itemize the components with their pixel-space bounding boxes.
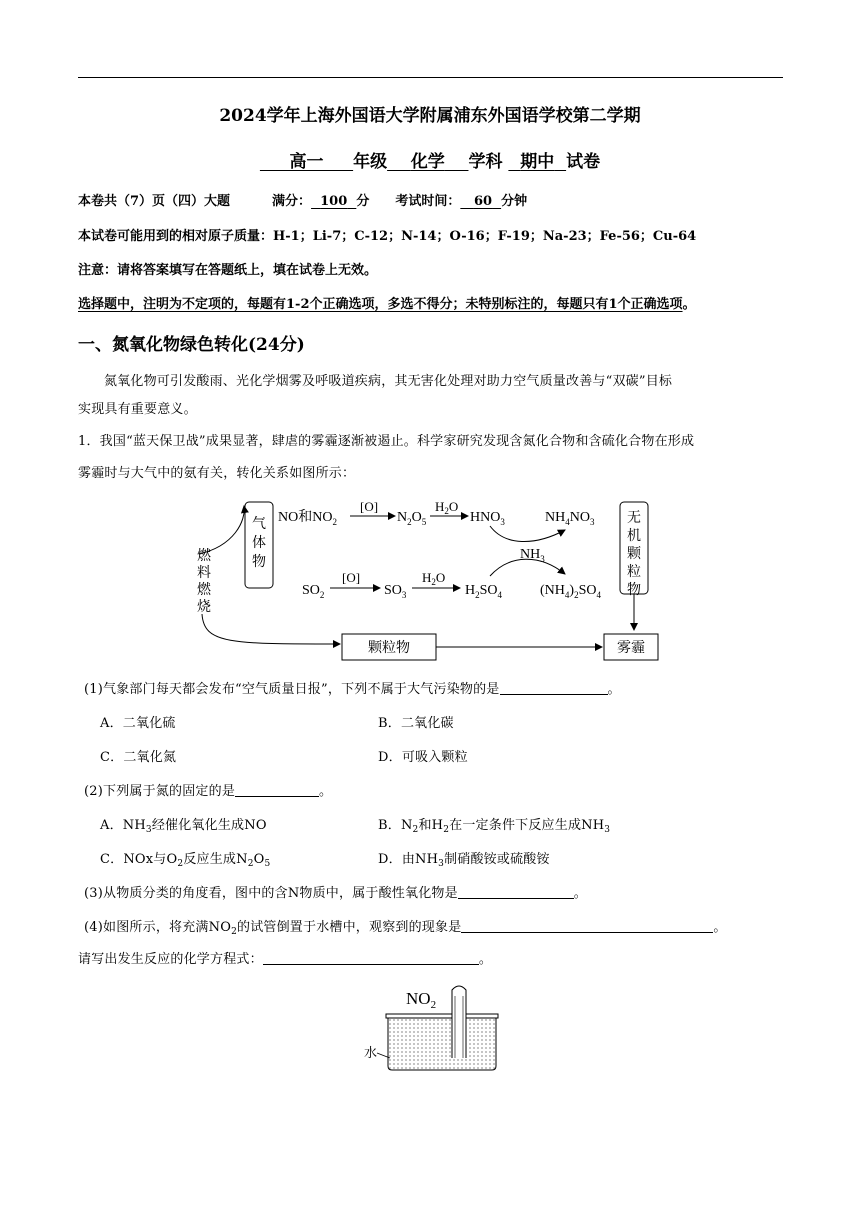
gas-label-vertical xyxy=(252,516,266,570)
nh3-label: $NH_3$ xyxy=(520,547,545,564)
fuelVert-char: 烧 xyxy=(197,600,211,615)
test-tube xyxy=(452,986,466,1058)
subject-label: 学科 xyxy=(468,152,503,172)
subject-field: 化学 xyxy=(410,152,445,172)
no2-tube-figure xyxy=(360,982,510,1072)
question-1-3: (3)从物质分类的角度看，图中的含N物质中，属于酸性氧化物是 。 xyxy=(84,886,587,901)
option-1-2-b: B．$N_2$和$H_2$在一定条件下反应生成$NH_3$ xyxy=(378,818,611,835)
question-1-4-equation: 请写出发生反应的化学方程式： 。 xyxy=(78,952,493,967)
section-1-intro-line2: 实现具有重要意义。 xyxy=(78,402,197,417)
exam-type-field: 期中 xyxy=(520,152,555,172)
nh42so4: $(NH_4)_2SO_4$ xyxy=(540,583,601,600)
gasVert-char: 气 xyxy=(252,517,266,532)
water-label: 水 xyxy=(364,1045,378,1060)
fuelVert-char: 料 xyxy=(197,566,211,581)
so3: $SO_3$ xyxy=(384,583,407,600)
time-unit: 分钟 xyxy=(501,194,528,209)
grade-field: 高一 xyxy=(289,152,324,172)
trough-rim xyxy=(386,1014,498,1018)
fuelVert-char: 燃 xyxy=(197,583,211,598)
score-value: 100 xyxy=(320,194,348,209)
question-1-1: (1)气象部门每天都会发布“空气质量日报”，下列不属于大气污染物的是 。 xyxy=(84,682,621,697)
answer-blank-1[interactable] xyxy=(500,680,608,695)
inorgVert-char: 颗 xyxy=(627,547,641,562)
top-rule xyxy=(78,77,783,78)
inorgVert-char: 粒 xyxy=(627,565,641,580)
n2o5: $N_2O_5$ xyxy=(397,510,427,527)
nh3-arrow-up xyxy=(490,526,565,542)
exam-info-line xyxy=(78,190,527,209)
oxid-label-1: [O] xyxy=(360,499,379,514)
fuel-to-particles-arrow xyxy=(202,614,340,644)
so2: $SO_2$ xyxy=(302,583,325,600)
question-1-stem-line2: 雾霾时与大气中的氨有关，转化关系如图所示： xyxy=(78,466,356,481)
section-1-title: 一、氮氧化物绿色转化(24分) xyxy=(78,335,305,355)
smog-label: 雾霾 xyxy=(617,641,645,656)
option-1-2-a: A．$NH_3$经催化氧化生成NO xyxy=(100,818,267,835)
option-1-1-a: A．二氧化硫 xyxy=(100,716,176,731)
nh4no3: $NH_4NO_3$ xyxy=(545,510,595,527)
question-1-stem-line1: 1．我国“蓝天保卫战”成果显著，肆虐的雾霾逐渐被遏止。科学家研究发现含氮化合物和含硫化合物在形成 xyxy=(78,434,695,449)
page-count: 本卷共（7）页（四）大题 xyxy=(78,194,231,209)
gasVert-char: 体 xyxy=(252,536,266,551)
particles-label: 颗粒物 xyxy=(368,641,410,656)
time-label: 考试时间： xyxy=(395,194,461,209)
exam-subtitle xyxy=(0,147,860,172)
answer-blank-5[interactable] xyxy=(263,950,479,965)
atomic-masses: 本试卷可能用到的相对原子质量：H-1；Li-7；C-12；N-14；O-16；F-19；Na-23；Fe-56；Cu-64 xyxy=(78,229,697,244)
option-1-2-c: C．NOx与$O_2$反应生成$N_2O_5$ xyxy=(100,852,271,869)
question-1-4: (4)如图所示，将充满$NO_2$的试管倒置于水槽中，观察到的现象是 。 xyxy=(84,920,727,937)
h2so4: $H_2SO_4$ xyxy=(465,583,503,600)
answer-blank-2[interactable] xyxy=(235,782,319,797)
inorgVert-char: 无 xyxy=(627,511,641,526)
grade-label: 年级 xyxy=(353,152,388,172)
score-label: 满分： xyxy=(272,194,312,209)
exam-title: 2024学年上海外国语大学附属浦东外国语学校第二学期 xyxy=(219,106,641,126)
section-1-intro-line1: 氮氧化物可引发酸雨、光化学烟雾及呼吸道疾病，其无害化处理对助力空气质量改善与“双碳”目标 xyxy=(104,374,673,389)
option-1-1-b: B．二氧化碳 xyxy=(378,716,454,731)
trough-water xyxy=(388,1018,496,1070)
oxid-label-2: [O] xyxy=(342,570,361,585)
exam-type-label: 试卷 xyxy=(566,152,601,172)
option-1-2-d: D．由$NH_3$制硝酸铵或硫酸铵 xyxy=(378,852,550,869)
choice-rule: 选择题中，注明为不定项的，每题有1-2个正确选项，多选不得分；未特别标注的，每题只有1个正确选项。 xyxy=(78,297,696,312)
time-value: 60 xyxy=(473,194,493,209)
fuel-label-vertical xyxy=(197,548,212,615)
inorganic-label-vertical xyxy=(627,510,642,598)
answer-blank-3[interactable] xyxy=(458,884,574,899)
inorgVert-char: 机 xyxy=(627,529,641,544)
no-and-no2: NO和$NO_2$ xyxy=(278,510,337,527)
question-1-2: (2)下列属于氮的固定的是 。 xyxy=(84,784,333,799)
h2o-label-2: $H_2O$ xyxy=(422,570,446,587)
fuelVert-char: 燃 xyxy=(197,549,211,564)
score-unit: 分 xyxy=(356,194,370,209)
hno3: $HNO_3$ xyxy=(470,510,505,527)
option-1-1-d: D．可吸入颗粒 xyxy=(378,750,468,765)
h2o-label-1: $H_2O$ xyxy=(435,499,459,516)
option-1-1-c: C．二氧化氮 xyxy=(100,750,177,765)
inorgVert-char: 物 xyxy=(627,583,641,598)
fuel-to-gas-arrow xyxy=(199,506,244,554)
answer-blank-4[interactable] xyxy=(461,918,713,933)
answer-notice: 注意：请将答案填写在答题纸上，填在试卷上无效。 xyxy=(78,263,378,278)
gasVert-char: 物 xyxy=(252,555,266,570)
conversion-diagram xyxy=(190,494,680,666)
no2-label: $NO_2$ xyxy=(406,989,437,1011)
